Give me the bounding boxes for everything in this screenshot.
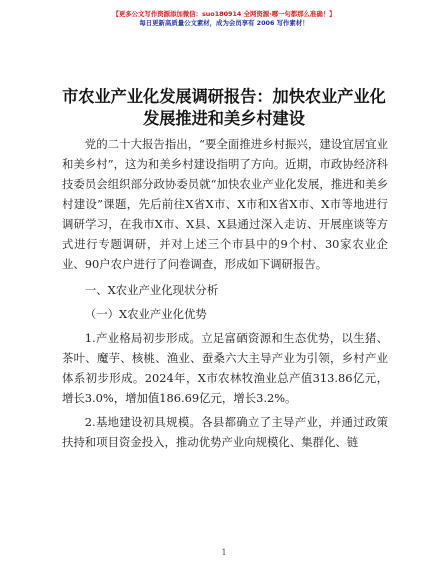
document-title: 市农业产业化发展调研报告：加快农业产业化发展推进和美乡村建设 bbox=[62, 87, 386, 128]
body-paragraph-2: 2.基地建设初具规模。各县都确立了主导产业，并通过政策扶持和项目资金投入，推动优势产业向规模化、集群化、链 bbox=[62, 415, 388, 449]
section-heading-1: 一、X农业产业化现状分析 bbox=[84, 283, 219, 297]
page-number: 1 bbox=[221, 548, 227, 557]
subsection-heading-1: （一）X农业产业化优势 bbox=[84, 307, 207, 321]
intro-paragraph: 党的二十大报告指出，“要全面推进乡村振兴，建设宜居宜业和美乡村”，这为和美乡村建设指明了方向。近期，市政协经济科技委员会组织部分政协委员就“加快农业产业化发展，推进和美乡村建设”课题，先后前往X省X市、X市和X省X市、X市等地进行调研学习，在我市X市、X县、X县通过深入走访、开展座谈等方式进行专题调研，并对上述三个市县中的9个村、30家农业企业、90户农户进行了问卷调查，形成如下调研报告。 bbox=[62, 137, 388, 271]
promo-banner bbox=[0, 10, 448, 28]
document-body bbox=[62, 134, 388, 456]
promo-banner-line-2: 每日更新高质量公文素材，成为会员享有 2006 写作素材！ bbox=[139, 19, 309, 27]
body-paragraph-1: 1.产业格局初步形成。立足富硒资源和生态优势，以生猪、茶叶、魔芋、核桃、渔业、蚕桑六大主导产业为引领，乡村产业体系初步形成。2024年，X市农林牧渔业总产值313.86亿元，增长3.0%，增加值186.69亿元，增长3.2%。 bbox=[62, 331, 388, 405]
promo-banner-line-1: 【更多公文写作资源添加微信：suo180914 全网资源·哪一句都那么准确！】 bbox=[112, 10, 336, 18]
